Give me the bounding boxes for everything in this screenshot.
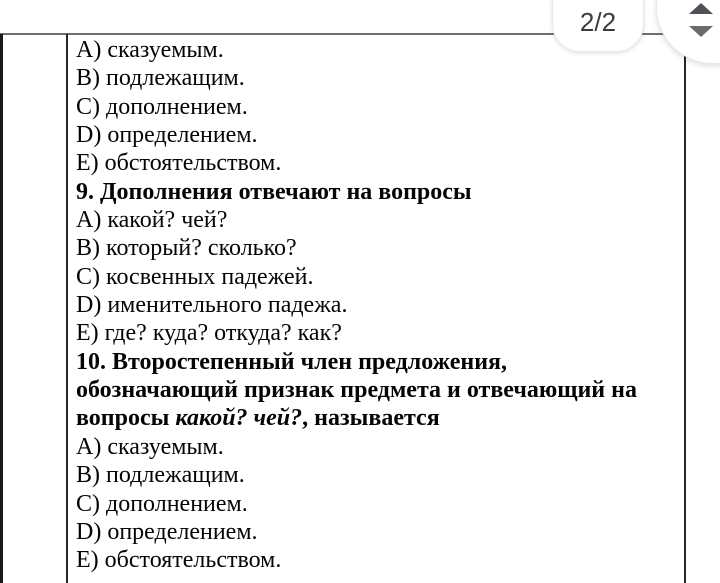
text-segment: вопросы [76,405,176,432]
text-segment: C) дополнением. [76,490,248,517]
text-line [76,93,678,121]
text-segment: E) обстоятельством. [76,547,282,574]
text-segment: C) дополнением. [76,93,248,120]
text-line [76,490,678,518]
document-text [76,36,678,575]
text-line [76,433,678,461]
text-segment: 9. Дополнения отвечают на вопросы [76,178,472,205]
text-line [76,149,678,177]
text-segment: A) какой? чей? [76,207,228,234]
page-indicator [552,0,644,52]
scroll-down-icon[interactable] [689,26,713,37]
page-indicator-label: 2/2 [579,7,617,37]
text-line [76,404,678,432]
text-line [76,461,678,489]
text-line [76,64,678,92]
text-line [76,348,678,376]
text-line [76,178,678,206]
text-segment: D) определением. [76,122,258,149]
text-segment: , называется [302,405,440,432]
text-segment: E) где? куда? откуда? как? [76,320,342,347]
text-line [76,376,678,404]
text-segment: B) подлежащим. [76,462,245,489]
text-line [76,291,678,319]
text-segment: D) именительного падежа. [76,292,348,319]
text-segment: 10. Второстепенный член предложения, [76,348,508,375]
text-segment: обозначающий признак предмета и отвечающий на [76,377,637,404]
text-segment: B) который? сколько? [76,235,297,262]
text-segment: B) подлежащим. [76,65,245,92]
text-line [76,319,678,347]
table-right-border [684,34,686,583]
text-segment: A) сказуемым. [76,433,224,460]
text-segment: A) сказуемым. [76,37,224,63]
text-segment: E) обстоятельством. [76,150,282,177]
text-line [76,234,678,262]
text-segment: какой? чей? [175,405,303,432]
page-left-border [0,34,3,583]
scroll-up-icon[interactable] [689,3,713,14]
text-line [76,121,678,149]
text-line [76,263,678,291]
text-line [76,206,678,234]
text-segment: D) определением. [76,518,258,545]
table-column-border [66,34,68,583]
text-line [76,546,678,574]
text-line [76,518,678,546]
text-segment: C) косвенных падежей. [76,263,314,290]
